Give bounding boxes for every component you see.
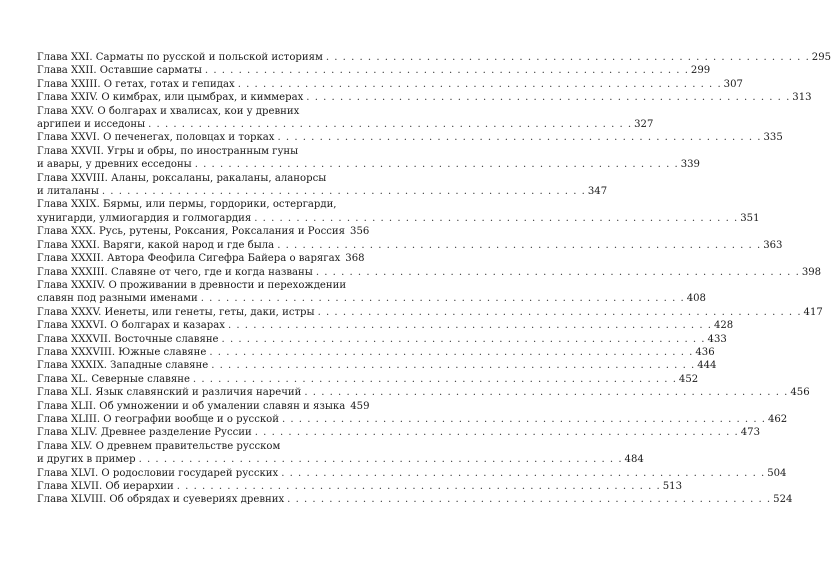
toc-page-number: 327 — [634, 119, 654, 131]
toc-entry — [37, 306, 823, 319]
toc-entry-last-line — [37, 131, 783, 144]
dot-leader: . . . . . . . . . . . . . . . . . . . . . . . . . . . . . . . . . . . . . . . . . . . . . . . . . . . . . . . . . . — [221, 333, 706, 345]
toc-entry — [37, 145, 700, 172]
toc-entry-last-line — [37, 292, 706, 305]
toc-entry-title: и литаланы — [37, 186, 99, 198]
toc-entry-title: славян под разными именами — [37, 293, 198, 305]
toc-page-number: 335 — [763, 132, 783, 144]
toc-page-number: 295 — [811, 52, 831, 63]
toc-entry — [37, 172, 608, 199]
dot-leader: . . . . . . . . . . . . . . . . . . . . . . . . . . . . . . . . . . . . . . . . . . . . . . . . . . . . . . . . . . — [277, 132, 762, 144]
toc-entry-last-line — [37, 453, 644, 466]
toc-entry-last-line — [37, 158, 700, 171]
toc-entry — [37, 426, 760, 439]
toc-entry-title: Глава XXII. Оставшие сарматы — [37, 65, 202, 77]
dot-leader: . . . . . . . . . . . . . . . . . . . . . . . . . . . . . . . . . . . . . . . . . . . . . . . . . . . . . . . . . . — [281, 467, 766, 479]
dot-leader: . . . . . . . . . . . . . . . . . . . . . . . . . . . . . . . . . . . . . . . . . . . . . . . . . . . . . . . . . . — [194, 159, 679, 171]
toc-entry-line — [37, 198, 359, 211]
toc-entry-last-line — [37, 91, 812, 104]
toc-entry-title: Глава XXXIII. Славяне от чего, где и когда названы — [37, 266, 313, 278]
table-of-contents — [37, 51, 831, 507]
dot-leader: . . . . . . . . . . . . . . . . . . . . . . . . . . . . . . . . . . . . . . . . . . . . . . . . . . . . . . . . . . — [204, 65, 689, 77]
toc-entry-last-line — [37, 185, 608, 198]
toc-entry — [37, 480, 683, 493]
toc-entry — [37, 252, 365, 265]
toc-entry — [37, 413, 788, 426]
toc-entry-title: Глава XXIX. Бярмы, или пермы, гордорики, остергарди, — [37, 199, 337, 211]
dot-leader: . . . . . . . . . . . . . . . . . . . . . . . . . . . . . . . . . . . . . . . . . . . . . . . . . . . . . . . . . . — [254, 212, 739, 224]
toc-entry-title: Глава XXX. Русь, рутены, Роксания, Роксалания и Россия — [37, 226, 346, 238]
toc-entry — [37, 346, 715, 359]
toc-page-number: 452 — [678, 373, 699, 385]
toc-entry-last-line — [37, 480, 683, 493]
dot-leader: . . . . . . . . . . . . . . . . . . . . . . . . . . . . . . . . . . . . . . . . . . . . . . . . . . . . . . . . . . — [304, 387, 789, 399]
dot-leader: . . . . . . . . . . . . . . . . . . . . . . . . . . . . . . . . . . . . . . . . . . . . . . . . . . . . . . . . . . — [101, 186, 586, 198]
dot-leader: . . . . . . . . . . . . . . . . . . . . . . . . . . . . . . . . . . . . . . . . . . . . . . . . . . . . . . . . . . — [148, 119, 633, 131]
toc-entry-title: Глава XXXV. Иенеты, или генеты, геты, даки, истры — [37, 306, 315, 318]
toc-entry-title: Глава XXXII. Автора Феофила Сигефра Байера о варягах — [37, 253, 341, 265]
dot-leader: . . . . . . . . . . . . . . . . . . . . . . . . . . . . . . . . . . . . . . . . . . . . . . . . . . . . . . . . . . — [138, 454, 623, 466]
toc-entry-last-line — [37, 359, 717, 372]
toc-entry — [37, 64, 711, 77]
dot-leader: . . . . . . . . . . . . . . . . . . . . . . . . . . . . . . . . . . . . . . . . . . . . . . . . . . . . . . . . . . — [211, 360, 696, 372]
toc-page-number: 428 — [713, 320, 734, 332]
toc-page-number: 299 — [690, 65, 711, 77]
toc-entry — [37, 440, 644, 467]
dot-leader: . . . . . . . . . . . . . . . . . . . . . . . . . . . . . . . . . . . . . . . . . . . . . . . . . . . . . . . . . . — [315, 266, 800, 278]
dot-leader: . . . . . . . . . . . . . . . . . . . . . . . . . . . . . . . . . . . . . . . . . . . . . . . . . . . . . . . . . . — [325, 52, 810, 63]
toc-entry-title: Глава XLVIII. Об обрядах и суевериях древних — [37, 494, 285, 506]
toc-entry-last-line — [37, 400, 370, 413]
toc-entry-line — [37, 172, 359, 185]
dot-leader: . . . . . . . . . . . . . . . . . . . . . . . . . . . . . . . . . . . . . . . . . . . . . . . . . . . . . . . . . . — [287, 494, 772, 506]
toc-entry-last-line — [37, 252, 365, 265]
toc-entry-last-line — [37, 333, 727, 346]
toc-page-number: 363 — [763, 239, 783, 251]
toc-page-number: 459 — [350, 400, 370, 412]
toc-entry-title: Глава XXXVI. О болгарах и казарах — [37, 320, 225, 332]
dot-leader: . . . . . . . . . . . . . . . . . . . . . . . . . . . . . . . . . . . . . . . . . . . . . . . . . . . . . . . . . . — [237, 78, 722, 90]
toc-entry-last-line — [37, 51, 831, 64]
toc-page-number: 408 — [686, 293, 706, 305]
toc-entry-title: Глава XXXIV. О проживании в древности и перехождении — [37, 279, 347, 291]
toc-entry — [37, 400, 370, 413]
toc-entry-title: Глава XXIII. О гетах, готах и гепидах — [37, 78, 235, 90]
toc-entry-last-line — [37, 78, 743, 91]
toc-entry-last-line — [37, 118, 654, 131]
toc-entry-last-line — [37, 413, 788, 426]
toc-entry-last-line — [37, 346, 715, 359]
toc-entry — [37, 78, 743, 91]
toc-page-number: 417 — [803, 306, 823, 318]
toc-entry-title: хунигарди, улмиогардия и голмогардия — [37, 212, 252, 224]
toc-entry-line — [37, 279, 359, 292]
dot-leader: . . . . . . . . . . . . . . . . . . . . . . . . . . . . . . . . . . . . . . . . . . . . . . . . . . . . . . . . . . — [176, 481, 661, 492]
dot-leader: . . . . . . . . . . . . . . . . . . . . . . . . . . . . . . . . . . . . . . . . . . . . . . . . . . . . . . . . . . — [209, 346, 694, 358]
toc-entry-title: и авары, у древних есседоны — [37, 159, 192, 171]
toc-entry-title: Глава XLV. О древнем правительстве русском — [37, 440, 281, 452]
toc-entry-last-line — [37, 64, 711, 77]
toc-entry-title: Глава XLIV. Древнее разделение Руссии — [37, 427, 252, 439]
toc-entry — [37, 279, 706, 306]
toc-page-number: 351 — [740, 212, 760, 224]
dot-leader: . . . . . . . . . . . . . . . . . . . . . . . . . . . . . . . . . . . . . . . . . . . . . . . . . . . . . . . . . . — [200, 293, 685, 305]
toc-page-number: 433 — [707, 333, 727, 345]
toc-page-number: 444 — [697, 360, 717, 372]
toc-entry-title: Глава XLII. Об умножении и об умалении славян и языка — [37, 400, 346, 412]
toc-entry-title: Глава XXVI. О печенегах, половцах и торках — [37, 132, 275, 144]
toc-page-number: 356 — [350, 226, 370, 238]
toc-entry-last-line — [37, 225, 370, 238]
toc-entry — [37, 359, 717, 372]
toc-page-number: 524 — [773, 494, 793, 506]
toc-entry-title: Глава XXI. Сарматы по русской и польской историям — [37, 52, 323, 63]
toc-entry-last-line — [37, 493, 793, 506]
toc-entry-line — [37, 440, 359, 453]
toc-page-number: 347 — [587, 186, 608, 198]
toc-entry-title: Глава XLVI. О родословии государей русских — [37, 467, 279, 479]
toc-entry — [37, 467, 787, 480]
toc-entry-title: Глава XXXVII. Восточные славяне — [37, 333, 219, 345]
toc-page-number: 504 — [767, 467, 787, 479]
dot-leader: . . . . . . . . . . . . . . . . . . . . . . . . . . . . . . . . . . . . . . . . . . . . . . . . . . . . . . . . . . — [254, 427, 739, 439]
dot-leader: . . . . . . . . . . . . . . . . . . . . . . . . . . . . . . . . . . . . . . . . . . . . . . . . . . . . . . . . . . — [192, 373, 677, 385]
toc-entry-last-line — [37, 306, 823, 319]
toc-entry — [37, 239, 783, 252]
toc-entry-last-line — [37, 212, 760, 225]
toc-entry-title: Глава XXXVIII. Южные славяне — [37, 346, 207, 358]
dot-leader: . . . . . . . . . . . . . . . . . . . . . . . . . . . . . . . . . . . . . . . . . . . . . . . . . . . . . . . . . . — [281, 413, 766, 425]
toc-entry-last-line — [37, 426, 760, 439]
toc-entry — [37, 373, 699, 386]
toc-entry-title: Глава XXVII. Угры и обры, по иностранным гуны — [37, 145, 299, 157]
toc-page-number: 436 — [695, 346, 715, 358]
toc-entry — [37, 198, 760, 225]
toc-entry-title: Глава XXXIX. Западные славяне — [37, 360, 209, 372]
toc-entry — [37, 225, 370, 238]
toc-entry — [37, 319, 734, 332]
toc-entry — [37, 333, 727, 346]
toc-entry-title: Глава XXVIII. Аланы, роксаланы, ракаланы, аланорсы — [37, 172, 327, 184]
toc-entry — [37, 493, 793, 506]
toc-entry-title: Глава XLI. Язык славянский и различия наречий — [37, 387, 302, 399]
toc-page-number: 456 — [790, 387, 810, 399]
toc-entry-title: и других в пример — [37, 454, 136, 466]
toc-entry-title: Глава XL. Северные славяне — [37, 373, 190, 385]
toc-entry — [37, 266, 822, 279]
toc-entry-last-line — [37, 266, 822, 279]
dot-leader: . . . . . . . . . . . . . . . . . . . . . . . . . . . . . . . . . . . . . . . . . . . . . . . . . . . . . . . . . . — [306, 92, 791, 104]
toc-entry-last-line — [37, 373, 699, 386]
toc-page-number: 473 — [740, 427, 760, 439]
toc-entry — [37, 105, 654, 132]
dot-leader: . . . . . . . . . . . . . . . . . . . . . . . . . . . . . . . . . . . . . . . . . . . . . . . . . . . . . . . . . . — [277, 239, 762, 251]
toc-page-number: 513 — [662, 481, 683, 492]
toc-page-number: 398 — [801, 266, 822, 278]
toc-entry-last-line — [37, 239, 783, 252]
toc-entry-title: аргипеи и исседоны — [37, 119, 146, 131]
toc-entry-line — [37, 105, 359, 118]
toc-entry-last-line — [37, 467, 787, 480]
toc-entry — [37, 51, 831, 64]
toc-entry-title: Глава XXV. О болгарах и хвалисах, кои у древних — [37, 105, 300, 117]
toc-entry-title: Глава XLIII. О географии вообще и о русской — [37, 413, 279, 425]
toc-entry — [37, 386, 810, 399]
toc-page-number: 368 — [345, 253, 365, 265]
toc-entry-title: Глава XXXI. Варяги, какой народ и где была — [37, 239, 275, 251]
toc-entry — [37, 131, 783, 144]
toc-page-number: 339 — [680, 159, 700, 171]
toc-entry — [37, 91, 812, 104]
toc-page-number: 462 — [767, 413, 788, 425]
toc-page-number: 484 — [624, 454, 644, 466]
toc-entry-title: Глава XXIV. О кимбрах, или цымбрах, и киммерах — [37, 92, 304, 104]
toc-entry-line — [37, 145, 359, 158]
toc-entry-title: Глава XLVII. Об иерархии — [37, 481, 174, 492]
dot-leader: . . . . . . . . . . . . . . . . . . . . . . . . . . . . . . . . . . . . . . . . . . . . . . . . . . . . . . . . . . — [317, 306, 802, 318]
toc-entry-last-line — [37, 319, 734, 332]
toc-page-number: 313 — [792, 92, 812, 104]
toc-page-number: 307 — [723, 78, 743, 90]
dot-leader: . . . . . . . . . . . . . . . . . . . . . . . . . . . . . . . . . . . . . . . . . . . . . . . . . . . . . . . . . . — [227, 320, 712, 332]
toc-entry-last-line — [37, 386, 810, 399]
